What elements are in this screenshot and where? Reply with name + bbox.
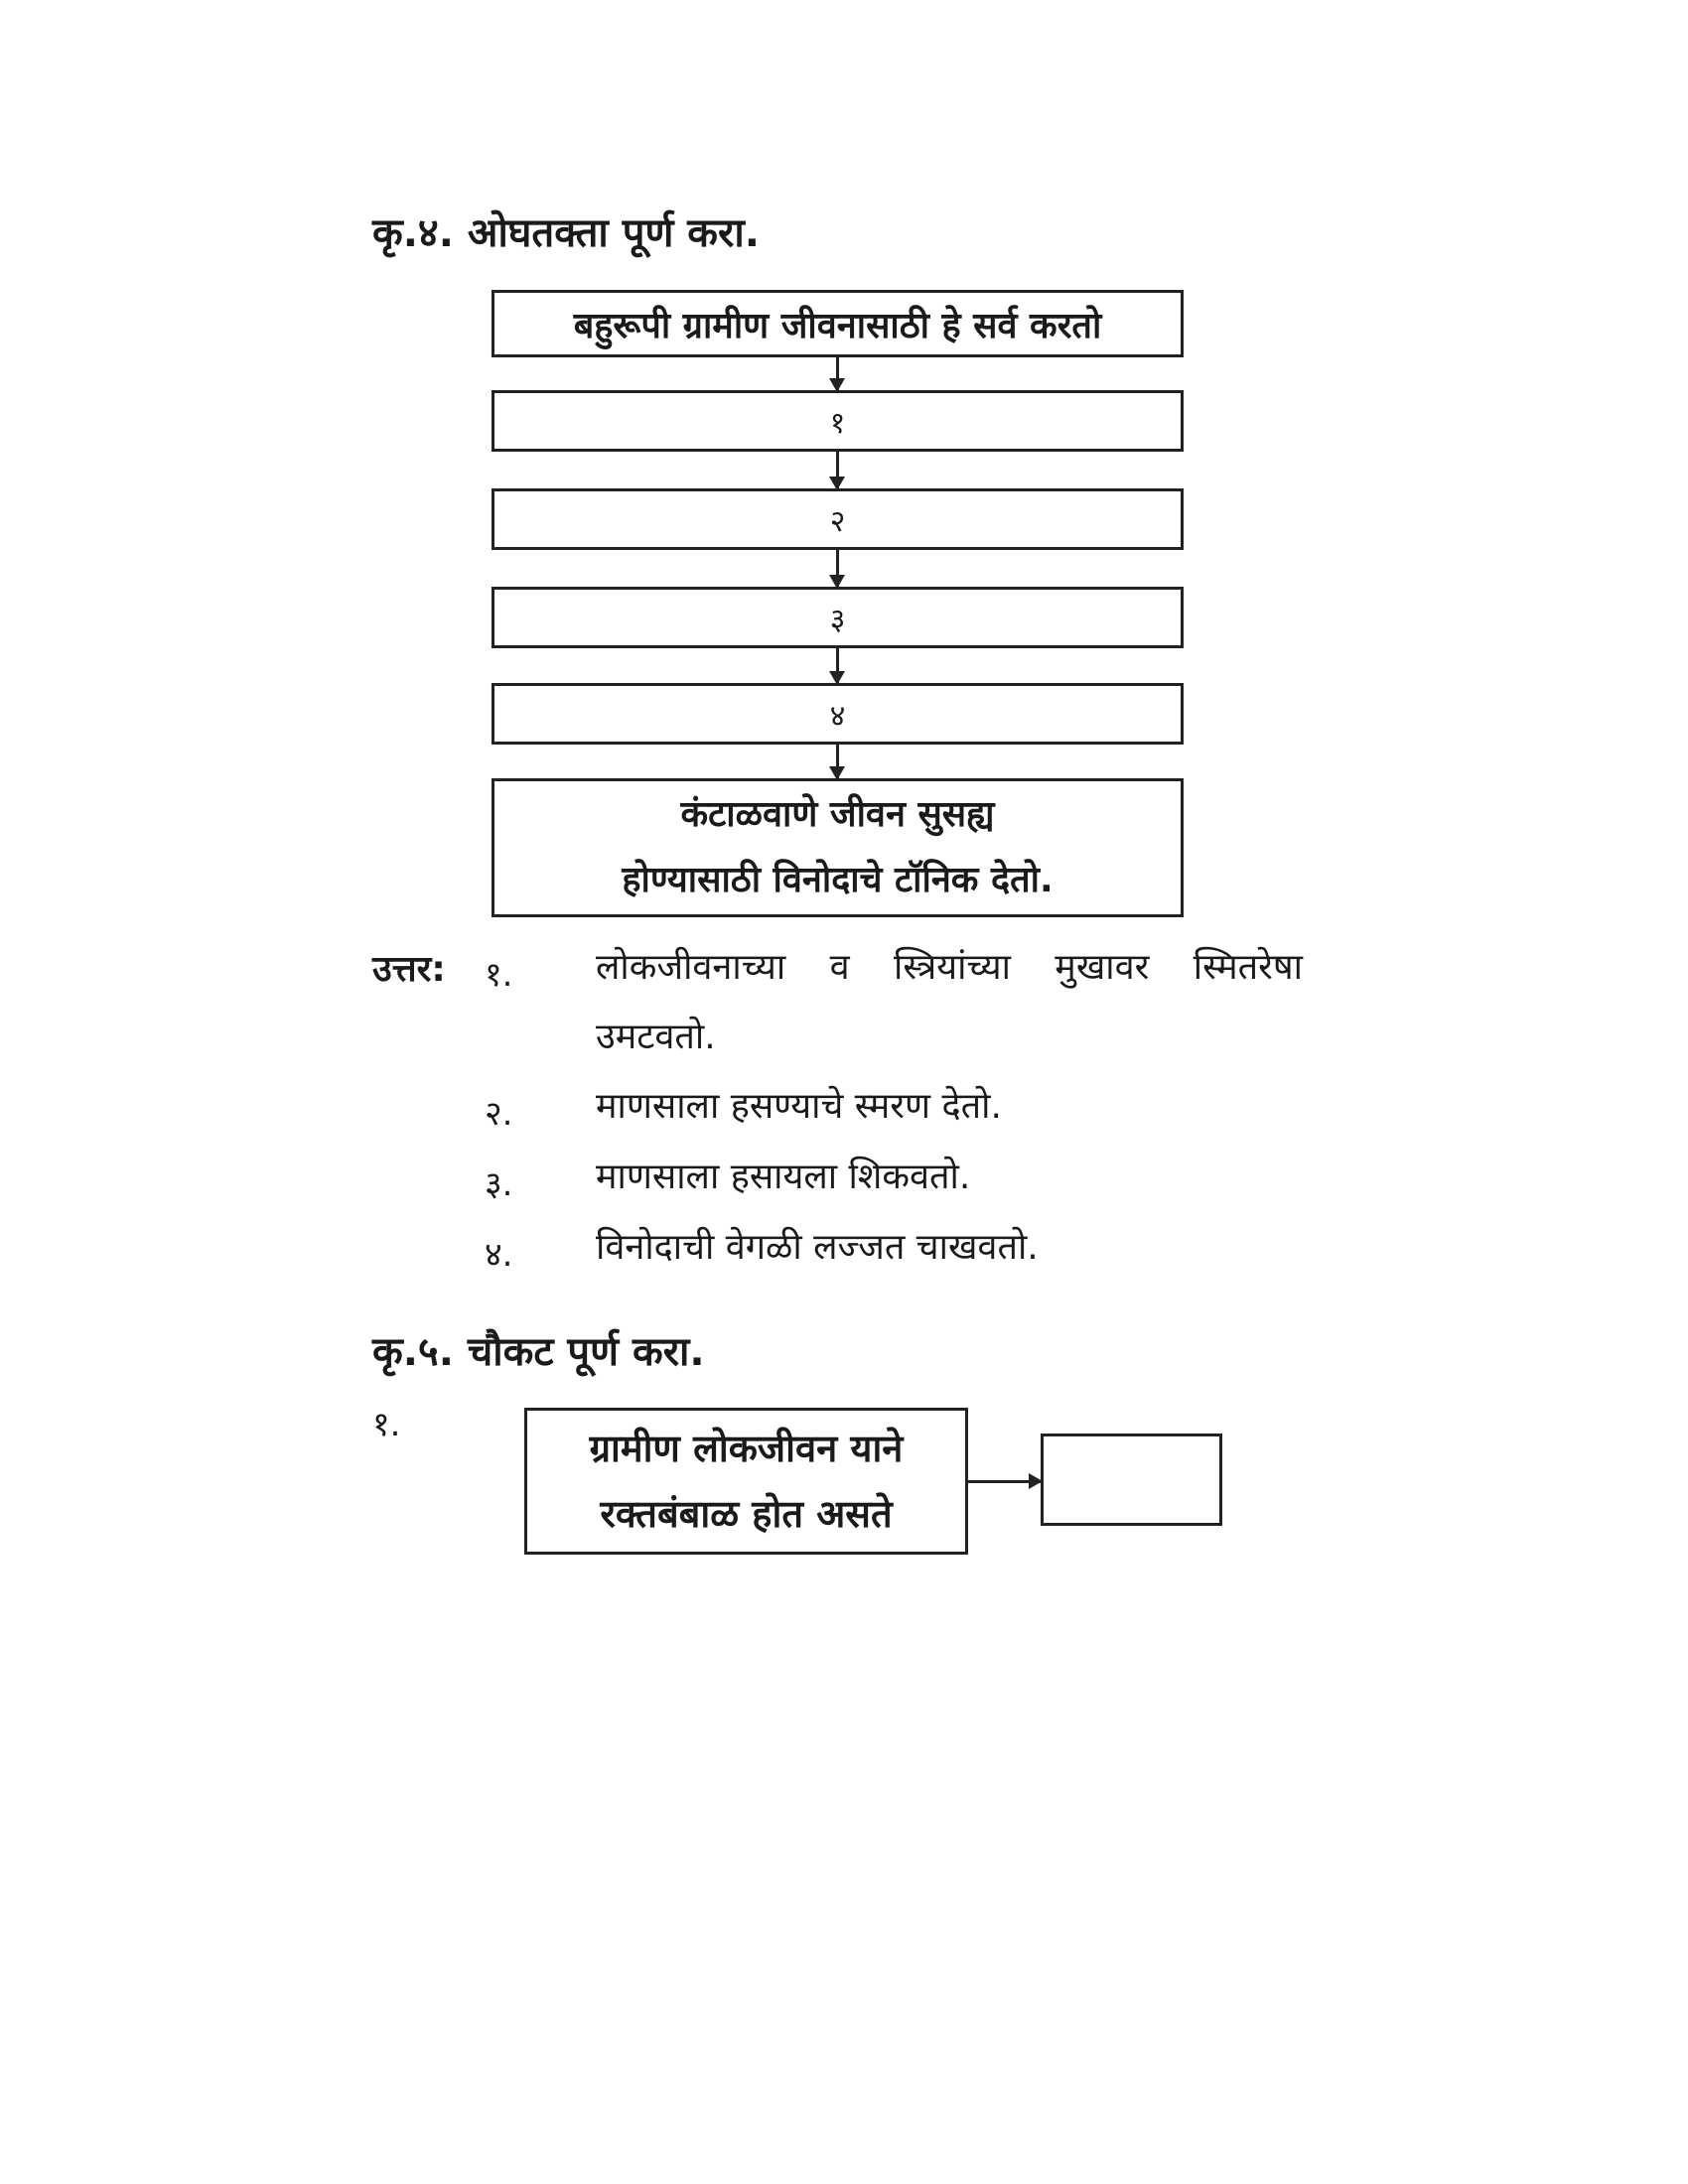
q5-heading: कृ.५. चौकट पूर्ण करा. xyxy=(372,1329,705,1375)
answer-number-2: २. xyxy=(485,1094,513,1134)
answer-text-2: माणसाला हसण्याचे स्मरण देतो. xyxy=(596,1086,1002,1127)
flow-step-box-4: ४ xyxy=(492,683,1184,745)
answer-number-4: ४. xyxy=(485,1235,513,1275)
flow-bottom-line-2: होण्यासाठी विनोदाचे टॉनिक देतो. xyxy=(622,860,1054,900)
answer-number-1: १. xyxy=(485,955,513,995)
q5-source-line-2: रक्तबंबाळ होत असते xyxy=(600,1492,893,1536)
q5-source-line-1: ग्रामीण लोकजीवन याने xyxy=(589,1427,904,1470)
q5-source-box xyxy=(524,1408,968,1555)
flow-bottom-line-1: कंटाळवाणे जीवन सुसह्य xyxy=(680,794,995,835)
answer-text-3: माणसाला हसायला शिकवतो. xyxy=(596,1157,971,1197)
answer-text-4: विनोदाची वेगळी लज्जत चाखवतो. xyxy=(596,1227,1039,1268)
q5-arrow xyxy=(968,1480,1041,1483)
flow-top-box: बहुरूपी ग्रामीण जीवनासाठी हे सर्व करतो xyxy=(492,290,1184,357)
q5-answer-box xyxy=(1041,1433,1222,1526)
flow-arrow xyxy=(836,745,839,778)
flow-step-box-1: १ xyxy=(492,390,1184,452)
flow-arrow xyxy=(836,452,839,488)
flow-step-box-2: २ xyxy=(492,488,1184,550)
q5-item-number: १. xyxy=(372,1405,401,1444)
answer-number-3: ३. xyxy=(485,1164,513,1204)
flow-arrow xyxy=(836,357,839,390)
q4-heading: कृ.४. ओघतक्ता पूर्ण करा. xyxy=(372,210,760,256)
flow-bottom-box xyxy=(492,778,1184,917)
flow-arrow xyxy=(836,550,839,587)
flow-arrow xyxy=(836,648,839,683)
answers-label: उत्तर: xyxy=(372,949,446,990)
answer-text-1: लोकजीवनाच्या व स्त्रियांच्या मुखावर स्मितरेषा उमटवतो. xyxy=(596,947,1303,1057)
flow-step-box-3: ३ xyxy=(492,587,1184,648)
